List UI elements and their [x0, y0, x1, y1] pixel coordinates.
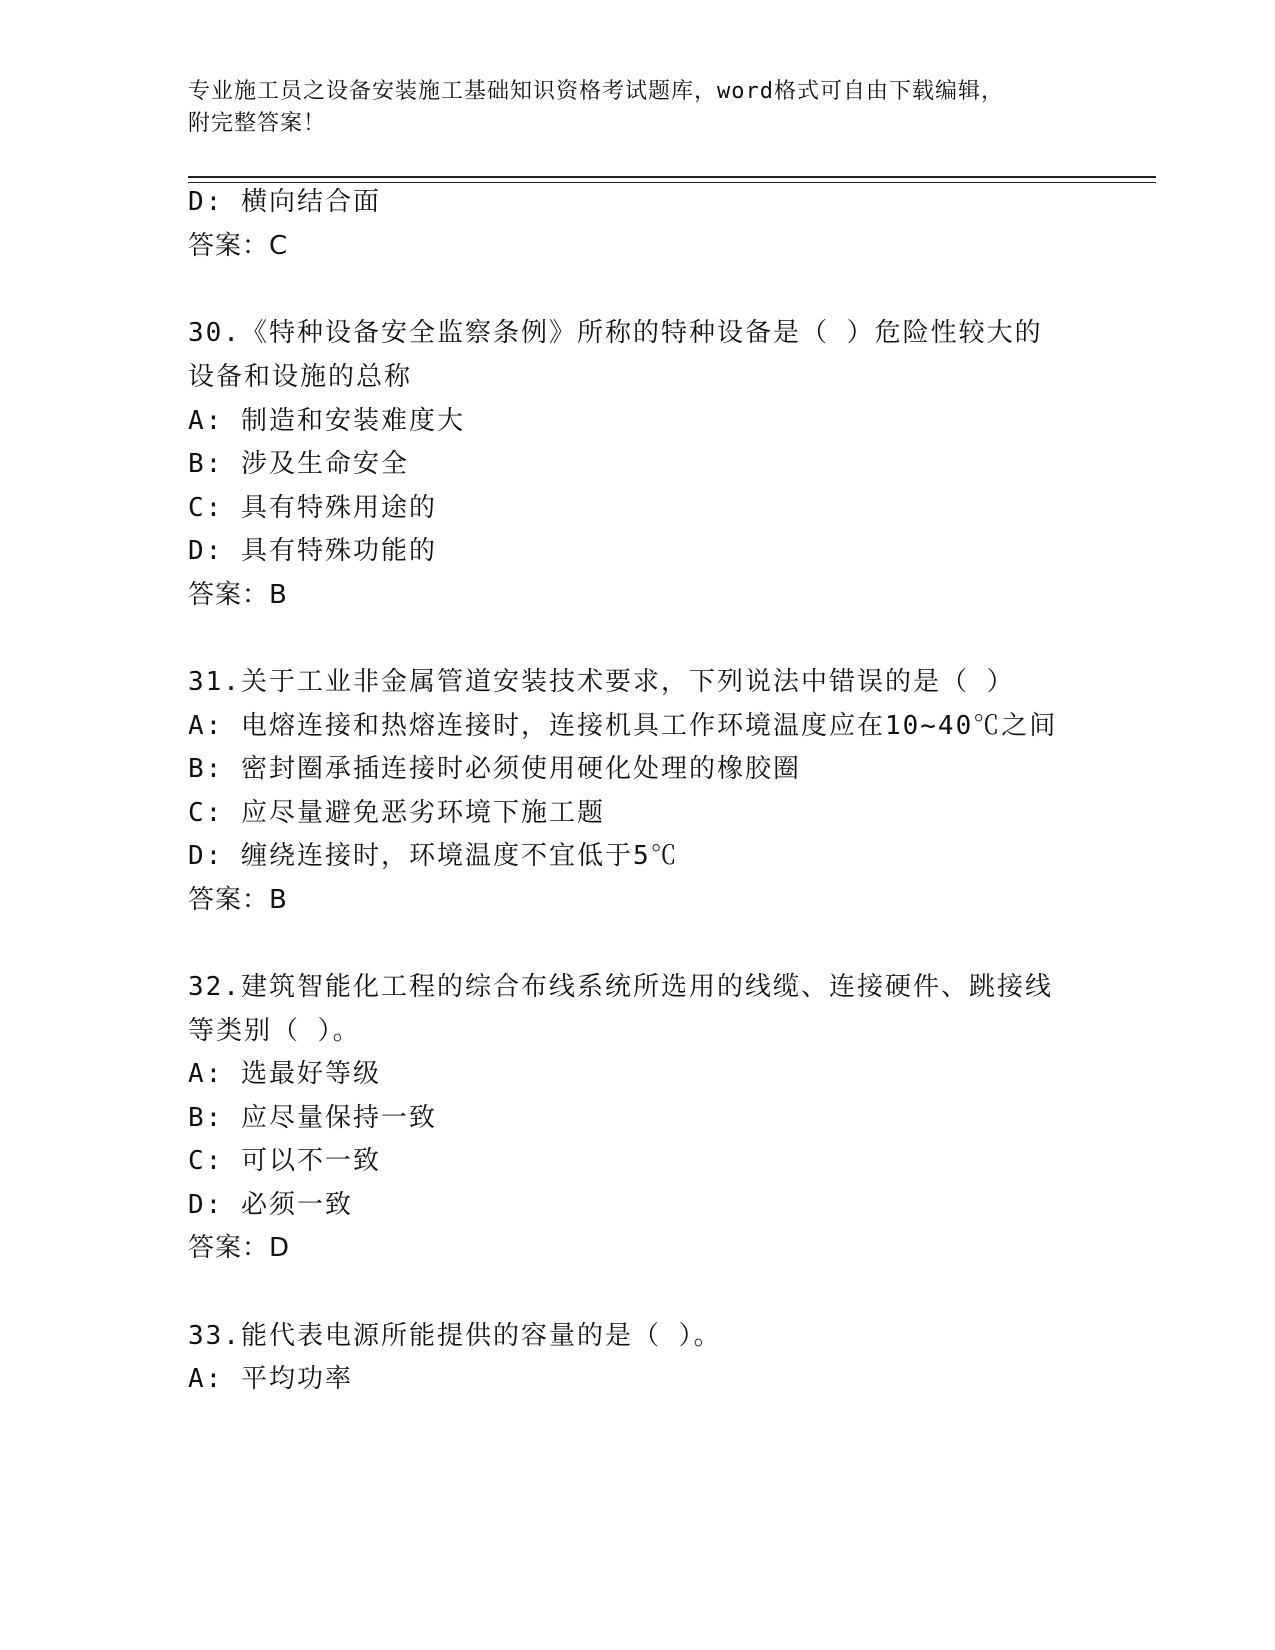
- q31-stem-line-1: 31.关于工业非金属管道安装技术要求，下列说法中错误的是（ ）: [188, 667, 1015, 697]
- header-line-1: 专业施工员之设备安装施工基础知识资格考试题库，word格式可自由下载编辑，: [188, 79, 1004, 104]
- q33-stem-line-1: 33.能代表电源所能提供的容量的是（ ）。: [188, 1321, 722, 1351]
- q32-option-b: B: 应尽量保持一致: [188, 1103, 437, 1133]
- header-divider-thin: [188, 182, 1156, 183]
- q30-option-c: C: 具有特殊用途的: [188, 493, 437, 523]
- q32-stem-line-2: 等类别（ ）。: [188, 1016, 361, 1046]
- q30-stem-line-2: 设备和设施的总称: [188, 362, 413, 392]
- q30-option-a: A: 制造和安装难度大: [188, 406, 465, 436]
- q31-option-d: D: 缠绕连接时，环境温度不宜低于5℃: [188, 841, 679, 871]
- q32-stem-line-1: 32.建筑智能化工程的综合布线系统所选用的线缆、连接硬件、跳接线: [188, 972, 1053, 1002]
- header-line-2: 附完整答案！: [188, 111, 327, 136]
- prev-answer: 答案：C: [188, 231, 289, 261]
- header-divider-thick: [188, 176, 1156, 178]
- q30-option-d: D: 具有特殊功能的: [188, 536, 437, 566]
- q30-stem-line-1: 30.《特种设备安全监察条例》所称的特种设备是（ ）危险性较大的: [188, 318, 1043, 348]
- q30-answer: 答案：B: [188, 580, 288, 610]
- q33-option-a: A: 平均功率: [188, 1364, 353, 1394]
- q31-option-b: B: 密封圈承插连接时必须使用硬化处理的橡胶圈: [188, 754, 801, 784]
- q31-option-a: A: 电熔连接和热熔连接时，连接机具工作环境温度应在10~40℃之间: [188, 711, 1058, 741]
- q30-option-b: B: 涉及生命安全: [188, 449, 409, 479]
- q32-option-c: C: 可以不一致: [188, 1146, 381, 1176]
- q32-option-a: A: 选最好等级: [188, 1059, 381, 1089]
- q31-option-c: C: 应尽量避免恶劣环境下施工题: [188, 798, 605, 828]
- q31-answer: 答案：B: [188, 885, 288, 915]
- q32-option-d: D: 必须一致: [188, 1190, 353, 1220]
- q32-answer: 答案：D: [188, 1233, 291, 1263]
- prev-option-d: D: 横向结合面: [188, 187, 381, 217]
- document-header: [188, 76, 1088, 140]
